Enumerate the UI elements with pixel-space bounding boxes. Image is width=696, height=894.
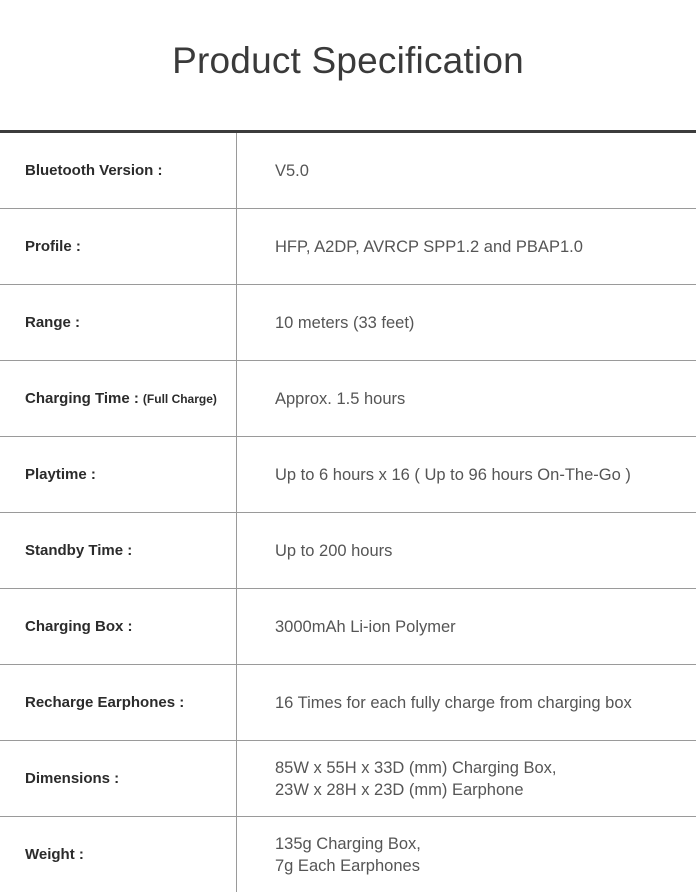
spec-value: Up to 200 hours: [275, 541, 393, 560]
spec-label: Weight :: [0, 817, 237, 892]
spec-value: HFP, A2DP, AVRCP SPP1.2 and PBAP1.0: [275, 237, 583, 256]
spec-label: Profile :: [0, 209, 237, 284]
spec-row-standby-time: [0, 513, 696, 589]
spec-row-weight: [0, 817, 696, 892]
spec-row-profile: [0, 209, 696, 285]
spec-label: Recharge Earphones :: [0, 665, 237, 740]
spec-value: 3000mAh Li-ion Polymer: [275, 617, 456, 636]
spec-value: 16 Times for each fully charge from charging box: [275, 693, 632, 712]
spec-label: Charging Box :: [0, 589, 237, 664]
spec-label: Bluetooth Version :: [0, 133, 237, 208]
spec-table: [0, 130, 696, 892]
spec-row-charging-time: [0, 361, 696, 437]
spec-value: 10 meters (33 feet): [275, 313, 415, 332]
spec-value: 85W x 55H x 33D (mm) Charging Box, 23W x 28H x 23D (mm) Earphone: [275, 758, 557, 799]
spec-row-charging-box: [0, 589, 696, 665]
spec-label-note: (Full Charge): [142, 391, 217, 406]
spec-value: V5.0: [275, 161, 309, 180]
spec-value: Up to 6 hours x 16 ( Up to 96 hours On-The-Go ): [275, 465, 631, 484]
spec-label: Charging Time : (Full Charge): [0, 361, 237, 436]
spec-label: Playtime :: [0, 437, 237, 512]
spec-row-range: [0, 285, 696, 361]
spec-row-dimensions: [0, 741, 696, 817]
page-title: Product Specification: [172, 40, 524, 81]
spec-row-bluetooth-version: [0, 133, 696, 209]
spec-label: Standby Time :: [0, 513, 237, 588]
spec-value: Approx. 1.5 hours: [275, 389, 406, 408]
spec-row-playtime: [0, 437, 696, 513]
spec-value: 135g Charging Box, 7g Each Earphones: [275, 834, 421, 875]
spec-label: Dimensions :: [0, 741, 237, 816]
spec-row-recharge-earphones: [0, 665, 696, 741]
spec-label: Range :: [0, 285, 237, 360]
